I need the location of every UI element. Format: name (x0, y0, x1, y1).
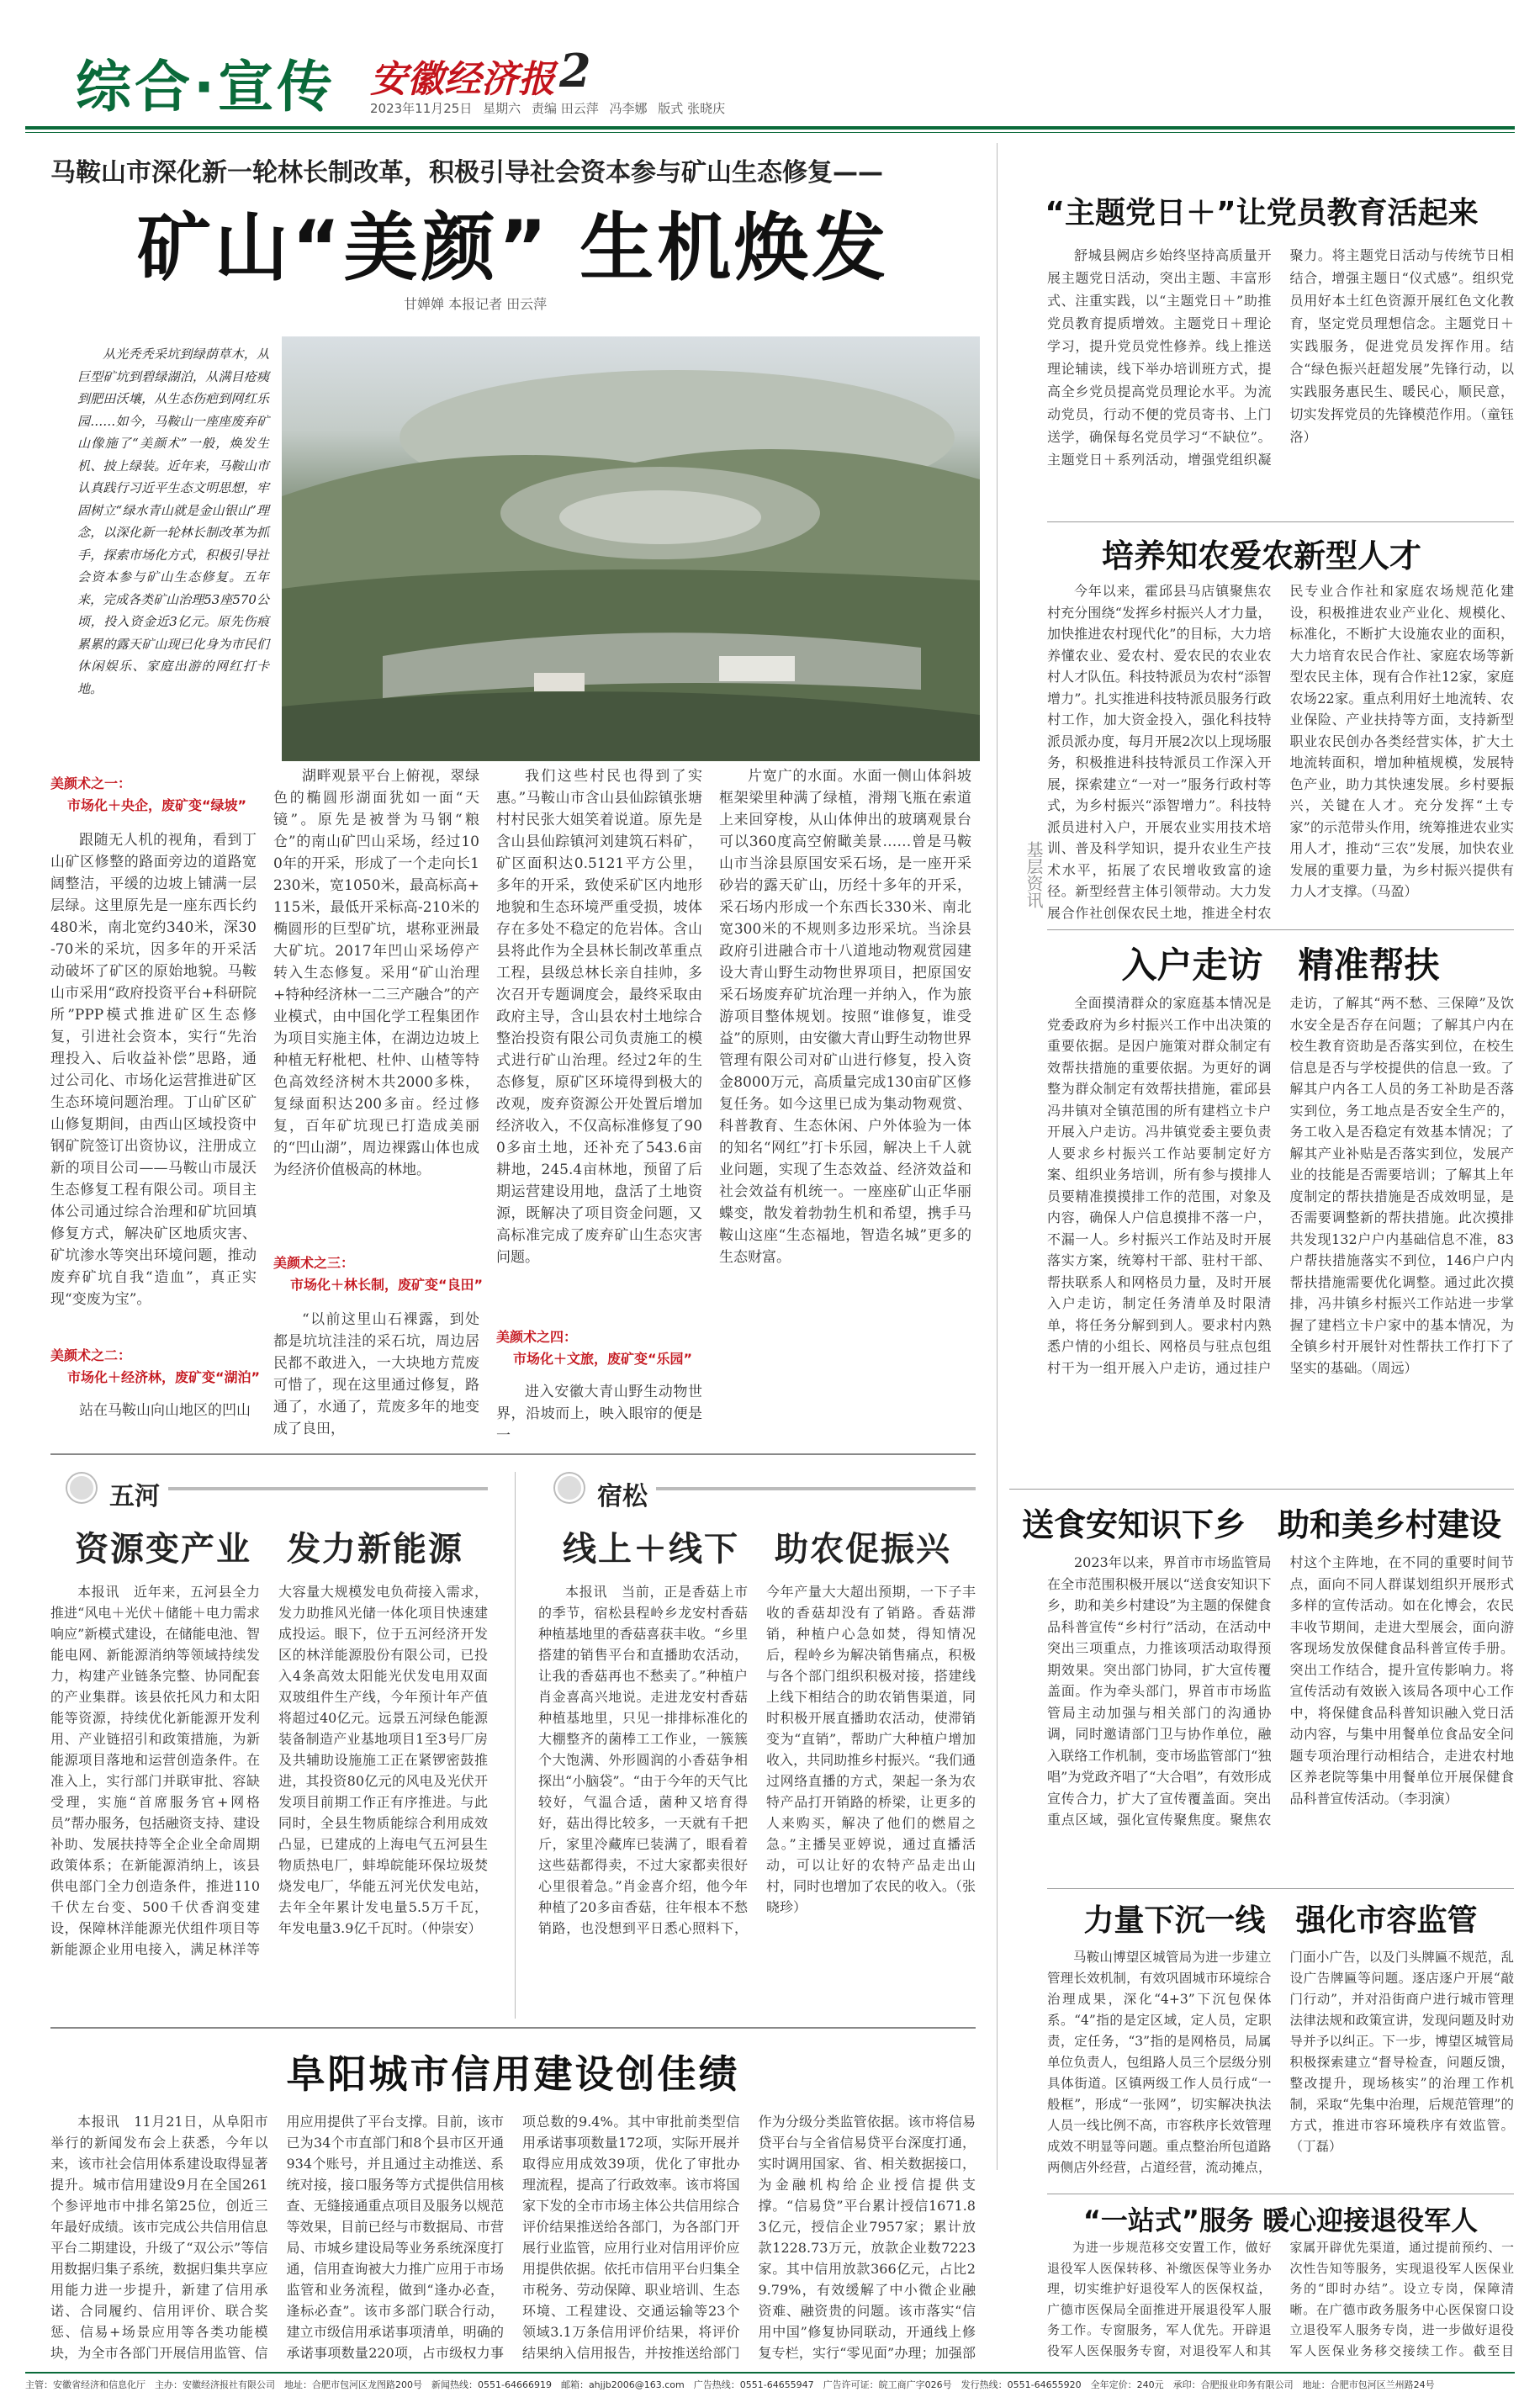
quarry-landscape-image (282, 336, 980, 761)
right2-rule (1047, 929, 1514, 930)
lead-col1a: 跟随无人机的视角，看到丁山矿区修整的路面旁边的道路宽阔整洁，平缓的边坡上铺满一层层绿。这里原先是一座东西长约480米，南北宽约340米，深30-70米的采坑，因多年的开采活动破坏了矿区的原始地貌。马鞍山市采用“政府投资平台+科研院所”PPP模式推进矿区生态修复，引进社会资本，实行“先治理投入、后收益补偿”思路，通过公司化、市场化运营推进矿区生态环境问题治理。丁山矿区矿山修复期间，由西山区域投资中钢矿院签订出资协议，注册成立新的项目公司——马鞍山市晟沃生态修复工程有限公司。项目主体公司通过综合治理和矿坑回填修复方式，解决矿区地质灾害、矿坑渗水等突出环境问题，推动废弃矿坑自我“造血”，真正实现“变废为宝”。 (50, 832, 257, 1308)
lead-s3-tag: 美颜术之三： (273, 1255, 355, 1271)
right4-title: 送食安知识下乡 助和美乡村建设 (1021, 1506, 1501, 1543)
lead-kicker: 马鞍山市深化新一轮林长制改革，积极引导社会资本参与矿山生态修复—— (50, 158, 883, 188)
lead-s1-tag: 美颜术之一： (50, 775, 132, 791)
header-review: 冯李娜 (609, 101, 648, 116)
lead-col4: 片宽广的水面。水面一侧山体斜坡框架梁里种满了绿植，滑翔飞瓶在索道上来回穿梭，从山体伸出的玻璃观景台可以360度高空俯瞰美景……曾是马鞍山市当涂县原国安采石场，是一座开采砂岩的露天矿山，历经十多年的开采，采石场内形成一个东西长330米、南北宽300米的不规则多边形采坑。当涂县政府引进融合市十八道地动物观赏园建设大青山野生动物世界项目，把原国安采石场废弃矿坑治理一并纳入，作为旅游项目整体规划。按照“谁修复，谁受益”的原则，由安徽大青山野生动物世界管理有限公司对矿山进行修复，投入资金8000万元，高质量完成130亩矿区修复任务。如今这里已成为集动物观赏、科普教育、生态休闲、户外体验为一体的知名“网红”打卡乐园，解决上千人就业问题，实现了生态效益、经济效益和社会效益有机统一。一座座矿山正华丽蝶变，散发着勃勃生机和希望，携手马鞍山这座“生态福地，智造名城”更多的生态财富。 (719, 768, 971, 1266)
susong-title: 线上＋线下 助农促振兴 (563, 1530, 951, 1569)
right3-rule (1009, 1489, 1514, 1490)
lead-col3b: 进入安徽大青山野生动物世界，沿坡而上，映入眼帘的便是一 (496, 1384, 702, 1444)
masthead (25, 25, 1515, 126)
header-date: 2023年11月25日 (370, 101, 473, 116)
lead-s4-title: 市场化＋文旅，废矿变“乐园” (513, 1351, 693, 1367)
lead-col2b: “以前这里山石裸露，到处都是坑坑洼洼的采石坑，周边居民都不敢进入，一大块地方荒废可惜了，现在这里通过修复，路通了，水通了，荒废多年的地变成了良田， (273, 1311, 479, 1437)
susong-band (656, 1487, 976, 1490)
lead-s3-title: 市场化＋林长制，废矿变“良田” (290, 1277, 484, 1293)
wuhe-title: 资源变产业 发力新能源 (75, 1530, 463, 1569)
right3-body: 全面摸清群众的家庭基本情况是党委政府为乡村振兴工作中出决策的重要依据。是因户施策对群众制定有效帮扶措施的重要依据。为更好的调整为群众制定有效帮扶措施，霍邱县冯井镇对全镇范围的所有建档立卡户开展入户走访。冯井镇党委主要负责人要求乡村振兴工作站要制定好方案、组织业务培训，所有参与摸排人员要精准摸摸排工作的范围，对象及内容，确保人户信息摸排不落一户，不漏一人。乡村振兴工作站及时开展落实方案，统筹村干部、驻村干部、帮扶联系人和网格员力量，及时开展入户走访，制定任务清单及时限清单，将任务分解到到人。要求村内熟悉户情的小组长、网格员与驻点包组村干为一组开展入户走访，通过挂户走访，了解其“两不愁、三保障”及饮水安全是否存在问题；了解其户内在校生教育资助是否落实到位，在校生信息是否与学校提供的信息一致。了解其户内各工人员的务工补助是否落实到位，务工地点是否安全生产的，务工收入是否稳定有效基本情况；了解其产业补贴是否落实到位，发展产业的技能是否需要培训；了解其上年度制定的帮扶措施是否成效明显，是否需要调整新的帮扶措施。此次摸排共发现132户户内基础信息不准，83户帮扶措施落实不到位，146户户内帮扶措施需要优化调整。通过此次摸排，冯井镇乡村振兴工作站进一步掌握了建档立卡户家中的基本情况，为全镇乡村开展针对性帮扶工作打下了坚实的基础。（周远） (1047, 995, 1514, 1376)
location-pin-icon (555, 1474, 584, 1502)
lead-col3a: 我们这些村民也得到了实惠。”马鞍山市含山县仙踪镇张塘村村民张大姐笑着说道。原先是含山县仙踪镇河刘建筑石料矿，矿区面积达0.5121平方公里，多年的开采，致使采矿区内地形地貌和生态环境严重受损，坡体存在多处不稳定的危岩体。含山县将此作为全县林长制改革重点工程，县级总林长亲自挂帅，多次召开专题调度会，最终采取由政府主导，含山县农村土地综合整治投资有限公司负责施工的模式进行矿山治理。经过2年的生态修复，原矿区环境得到极大的改观，废弃资源公开处置后增加经济收入，不仅高标准修复了900多亩土地，还补充了543.6亩耕地，245.4亩林地，预留了后期运营建设用地，盘活了土地资源，既解决了项目资金问题，又高标准完成了废弃矿山生态灾害问题。 (496, 768, 702, 1266)
header-design: 版式 张晓庆 (658, 101, 726, 116)
fuyang-title: 阜阳城市信用建设创佳绩 (286, 2051, 740, 2097)
right4-body: 2023年以来，界首市市场监管局在全市范围积极开展以“送食安知识下乡，助和美乡村建设”为主题的保健食品科普宣传“乡村行”活动，在活动中突出三项重点，力推该项活动取得预期效果。突出部门协同，扩大宣传覆盖面。作为牵头部门，界首市市场监管局主动加强与相关部门的沟通协调，同时邀请部门卫与协作单位，融入联络工作机制，变市场监管部门“独唱”为党政齐唱了“大合唱”，有效形成宣传合力，扩大了宣传覆盖面。突出重点区域，强化宣传聚焦度。聚焦农村这个主阵地，在不同的重要时间节点，面向不同人群谋划组织开展形式多样的宣传活动。如在化博会，农民丰收节期间，走进大型展会，面向游客现场发放保健食品科普宣传手册。突出工作结合，提升宣传影响力。将宣传活动有效嵌入该局各项中心工作中，将保健食品科普知识融入党日活动内容，与集中用餐单位食品安全问题专项治理行动相结合，走进农村地区养老院等集中用餐单位开展保健食品科普宣传活动。（李羽演） (1047, 1554, 1514, 1828)
paper-name: 安徽经济报 (370, 58, 555, 101)
lead-s2-tag: 美颜术之二： (50, 1347, 132, 1363)
right5-title: 力量下沉一线 强化市容监管 (1083, 1903, 1478, 1938)
header-rule-thin (25, 132, 1515, 133)
wuhe-body: 本报讯 近年来，五河县全力推进“风电＋光伏＋储能＋电力需求响应”新模式建设，在储能电池、智能电网、新能源消纳等领域持续发力，构建产业链条完整、协同配套的产业集群。该县依托风力和太阳能等资源，持续优化新能源开发利用、产业链招引和政策措施，为新能源项目落地和运营创造条件。在准入上，实行部门并联审批、容缺受理，实施“首席服务官+网格员”帮办服务，包括融资支持、建设补助、发展扶持等全企业全命周期政策体系；在新能源消纳上，该县供电部门全力创造条件，推进110千伏左台变、500千伏香润变建设，保障林洋能源光伏组件项目等新能源企业用电接入，满足林洋等大容量大规模发电负荷接入需求，发力助推风光储一体化项目快速建成投运。眼下，位于五河经济开发区的林洋能源股份有限公司，已投入4条高效太阳能光伏发电用双面双玻组件生产线，今年预计年产值将超过40亿元。远景五河绿色能源装备制造产业基地项目1至3号厂房及共辅助设施施工正在紧锣密鼓推进，其投资80亿元的风电及光伏开发项目前期工作正有序推进。与此同时，全县生物质能综合利用成效凸显，已建成的上海电气五河县生物质热电厂，蚌埠皖能环保垃圾焚烧发电厂，华能五河光伏发电站，去年全年累计发电量5.5万千瓦，年发电量3.9亿千瓦时。（仲崇安） (50, 1584, 488, 1957)
lead-byline: 甘婵婵 本报记者 田云萍 (404, 296, 548, 312)
header-rule (25, 126, 1515, 130)
right5-body: 马鞍山博望区城管局为进一步建立管理长效机制，有效巩固城市环境综合治理成果，深化“4+3”下沉包保体系。“4”指的是定区域，定人员，定职责，定任务，“3”指的是网格员，局属单位负责人，包组路人员三个层级分别具体街道。区镇两级工作人员行成“一般框”，形成“一张网”，切实解决执法人员一线比例不高，市容秩序长效管理成效不明显等问题。重点整治所包道路两侧店外经营，占道经营，流动摊点，门面小广告，以及门头牌匾不规范，乱设广告牌匾等问题。逐店逐户开展“敲门行动”，并对沿街商户进行城市管理法律法规和政策宣讲，发现问题及时劝导并予以纠正。下一步，博望区城管局积极探索建立“督导检查，问题反馈，整改提升，现场核实”的治理工作机制，采取“先集中治理，后规范管理”的方式，推进市容环境秩序有效监管。（丁磊） (1047, 1950, 1514, 2175)
lead-intro: 从光秃秃采坑到绿荫草木，从巨型矿坑到碧绿湖泊，从满目疮痍到肥田沃壤，从生态伤疤到网红乐园……如今，马鞍山一座座废弃矿山像施了“美颜术”一般，焕发生机、披上绿装。近年来，马鞍山市认真践行习近平生态文明思想，牢固树立“绿水青山就是金山银山”理念，以深化新一轮林长制改革为抓手，探索市场化方式，积极引导社会资本参与矿山生态修复。五年来，完成各类矿山治理53座570公顷，投入资金近3亿元。原先伤痕累累的露天矿山现已化身为市民们休闲娱乐、家庭出游的网红打卡地。 (77, 347, 269, 696)
right6-body: 为进一步规范移交安置工作，做好退役军人医保转移、补缴医保等业务办理，切实维护好退役军人的医保权益，广德市医保局全面推进开展退役军人服务工作。专窗服务，军人优先。开辟退役军人医保服务专窗，对退役军人和其家属开辟优先渠道，通过提前预约、一次性告知等服务，实现退役军人医保业务的“即时办结”。设立专岗，保障清晰。在广德市政务服务中心医保窗口设立退役军人服务专岗，进一步做好退役军人医保业务移交接续工作。截至目 (1047, 2240, 1514, 2358)
header-weekday: 星期六 (483, 101, 521, 116)
footer-info: 主管：安徽省经济和信息化厅 主办：安徽经济报社有限公司 地址：合肥市包河区龙图路200号 新闻热线：0551-64666919 邮箱：ahjjb2006@163.com 广告热线：0551-64655947 广告许可证：皖工商广字026号 发行热线：0551-64655920 全年定价：240元 承印：合肥报业印务有限公司 地址：合肥市包河区兰州路24号 (25, 2379, 1435, 2390)
wuhe-region-badge (50, 1470, 488, 1511)
right1-body: 舒城县阙店乡始终坚持高质量开展主题党日活动，突出主题、丰富形式、注重实践，以“主题党日＋”助推党员教育提质增效。主题党日＋理论学习，提升党员党性修养。线上推送理论辅读，线下举办培训班方式，提高全乡党员提高党员理论水平。为流动党员，行动不便的党员寄书、上门送学，确保每名党员学习“不缺位”。主题党日＋系列活动，增强党组织凝聚力。将主题党日活动与传统节日相结合，增强主题日“仪式感”。组织党员用好本土红色资源开展红色文化教育，坚定党员理想信念。主题党日＋实践服务，促进党员发挥作用。结合“绿色振兴赶超发展”先锋行动，以实践服务惠民生、暖民心，顺民意，切实发挥党员的先锋模范作用。（童钰洛） (1047, 247, 1514, 468)
right-column-divider (997, 143, 998, 2170)
page-number: 2 (559, 44, 591, 98)
right2-body: 今年以来，霍邱县马店镇聚焦农村充分围绕“发挥乡村振兴人才力量，加快推进农村现代化”的目标，大力培养懂农业、爱农村、爱农民的农业农村人才队伍。科技特派员为农村“添智增力”。扎实推进科技特派员服务行政村工作，加大资金投入，强化科技特派员派办度，每月开展2次以上现场服务，积极推进科技特派员工作深入开展，探索建立“一对一”服务行政村等式，为乡村振兴“添智增力”。科技特派员进村入户，开展农业实用技术培训、普及科学知识，提升农业生产技术水平，拓展了农民增收致富的途径。新型经营主体引领带动。大力发展合作社创保农民土地，推进全村农民专业合作社和家庭农场规范化建设，积极推进农业产业化、规模化、标准化，不断扩大设施农业的面积，大力培育农民合作社、家庭农场等新型农民主体，现有合作社12家，家庭农场22家。重点利用好土地流转、农业保险、产业扶持等方面，支持新型职业农民创办各类经营实体，扩大土地流转面积，增加种植规模，发展特色产业，助力其快速发展。乡村要振兴，关键在人才。充分发挥“土专家”的示范带头作用，统筹推进农业实用人才，推动“三农”发展，加快农业发展的重要力量，为乡村振兴提供有力人才支撑。（马盈） (1047, 583, 1514, 921)
section-title: 综合·宣传 (76, 55, 336, 119)
header-editor: 责编 田云萍 (531, 101, 599, 116)
lead-s4-tag: 美颜术之四： (496, 1329, 578, 1345)
footer-rule (25, 2372, 1515, 2374)
right3-title: 入户走访 精准帮扶 (1121, 945, 1440, 986)
lead-col2a: 湖畔观景平台上俯视，翠绿色的椭圆形湖面犹如一面“天镜”。原先是被誉为马钢“粮仓”的南山矿凹山采场，经过100年的开采，形成了一个走向长1230米，宽1050米，最高标高+115米，最低开采标高-210米的椭圆形的巨型矿坑，堪称亚洲最大矿坑。2017年凹山采场停产转入生态修复。采用“矿山治理+特种经济林一二三产融合”的产业模式，由中国化学工程集团作为项目实施主体，在湖边边坡上种植无籽枇杷、杜仲、山楂等特色高效经济树木共2000多株，复绿面积达200多亩。经过修复，百年矿坑现已打造成美丽的“凹山湖”，周边裸露山体也成为经济价值极高的林地。 (273, 768, 479, 1178)
susong-region-badge (538, 1470, 976, 1511)
lead-s1-title: 市场化＋央企，废矿变“绿坡” (67, 797, 247, 813)
location-pin-icon (67, 1474, 96, 1502)
wuhe-band (168, 1487, 488, 1490)
susong-body: 本报讯 当前，正是香菇上市的季节，宿松县程岭乡龙安村香菇种植基地里的香菇喜获丰收。“乡里搭建的销售平台和直播助农活动，让我的香菇再也不愁卖了。”种植户肖金喜高兴地说。走进龙安村香菇种植基地里，只见一排排标准化的大棚整齐的菌棒工工作业，一簇簇个大饱满、外形圆润的小香菇争相探出“小脑袋”。“由于今年的天气比较好，气温合适，菌种又培育得好，菇出得比较多，一天就有千把斤，家里冷藏库已装满了，眼看着这些菇都得卖，不过大家都卖很好心里很着急。”肖金喜介绍，他今年种植了20多亩香菇，往年根本不愁销路，也没想到平日悉心照料下，今年产量大大超出预期，一下子丰收的香菇却没有了销路。香菇滞销，种植户心急如焚，得知情况后，程岭乡为解决销售痛点，积极与各个部门组织积极对接，搭建线上线下相结合的助农销售渠道，同时积极开展直播助农活动，使滞销变为“直销”，帮助广大种植户增加收入，共同助推乡村振兴。“我们通过网络直播的方式，架起一条为农特产品打开销路的桥梁，让更多的人来购买，解决了他们的燃眉之急。”主播吴亚婷说，通过直播活动，可以让好的农特产品走出山村，同时也增加了农民的收入。（张晓珍） (538, 1584, 976, 1936)
fuyang-top-rule (50, 2027, 976, 2029)
lead-photo (282, 336, 980, 761)
right2-title: 培养知农爱农新型人才 (1101, 537, 1421, 574)
lead-s2-title: 市场化＋经济林，废矿变“湖泊” (67, 1369, 261, 1385)
right1-title: “主题党日＋”让党员教育活起来 (1045, 196, 1479, 230)
right4-rule (1047, 1888, 1514, 1889)
right6-title: “一站式”服务 暖心迎接退役军人 (1082, 2204, 1479, 2236)
right1-rule (1047, 521, 1514, 522)
wuhe-region: 五河 (109, 1482, 160, 1511)
lead-bottom-rule (50, 1453, 976, 1455)
lead-title: 矿山“美颜” 生机焕发 (136, 204, 890, 291)
column-tagline: 基层资讯 (1024, 841, 1044, 908)
fuyang-body: 本报讯 11月21日，从阜阳市举行的新闻发布会上获悉，今年以来，该市社会信用体系建设取得显著提升。城市信用建设9月在全国261个参评地市中排名第25位，创近三年最好成绩。该市完成公共信用信息平台二期建设，升级了“双公示”等信用数据归集子系统，数据归集共享应用能力进一步提升，新建了信用承诺、合同履约、信用评价、联合奖惩、信易+场景应用等各类功能模块，为全市各部门开展信用监管、信用应用提供了平台支撑。目前，该市已为34个市直部门和8个县市区开通934个账号，并且通过主动推送、系统对接，接口服务等方式提供信用核查、无缝接通重点项目及服务以规范等效果，目前已经与市数据局、市营局、市城乡建设局等业务系统深度打通，信用查询被大力推广应用于市场监管和业务流程，做到“逢办必查，逢标必查”。该市多部门联合行动，建立市级信用承诺事项清单，明确的承诺事项数量220项，占市级权力事项总数的9.4%。其中审批前类型信用承诺事项数量172项，实际开展并取得应用成效39项，优化了审批办理流程，提高了行政效率。该市将国家下发的全市市场主体公共信用综合评价结果推送给各部门，为各部门开展行业监管，应用行业对信用评价应用提供依据。依托市信用平台归集全市税务、劳动保障、职业培训、生态环境、工程建设、交通运输等23个领域3.1万条信用评价结果，将评价结果纳入信用报告，并按推送给部门作为分级分类监管依据。该市将信易贷平台与全省信易贷平台深度打通，实时调用国家、省、相关数据接口，为金融机构给企业授信提供支撑。“信易贷”平台累计授信1671.83亿元，授信企业7957家；累计放款1228.73万元，放款企业数7223家。其中信用放款366亿元，占比29.79%，有效缓解了中小微企业融资难、融资贵的问题。该市落实“信用中国”修复协同联动，开通线上修复专栏，实行“零见面”办理；加强部 (50, 2114, 976, 2361)
mid-divider (515, 1472, 516, 2019)
susong-region: 宿松 (597, 1482, 648, 1511)
lead-col1b: 站在马鞍山向山地区的凹山 (79, 1402, 251, 1419)
header-meta (370, 99, 725, 117)
